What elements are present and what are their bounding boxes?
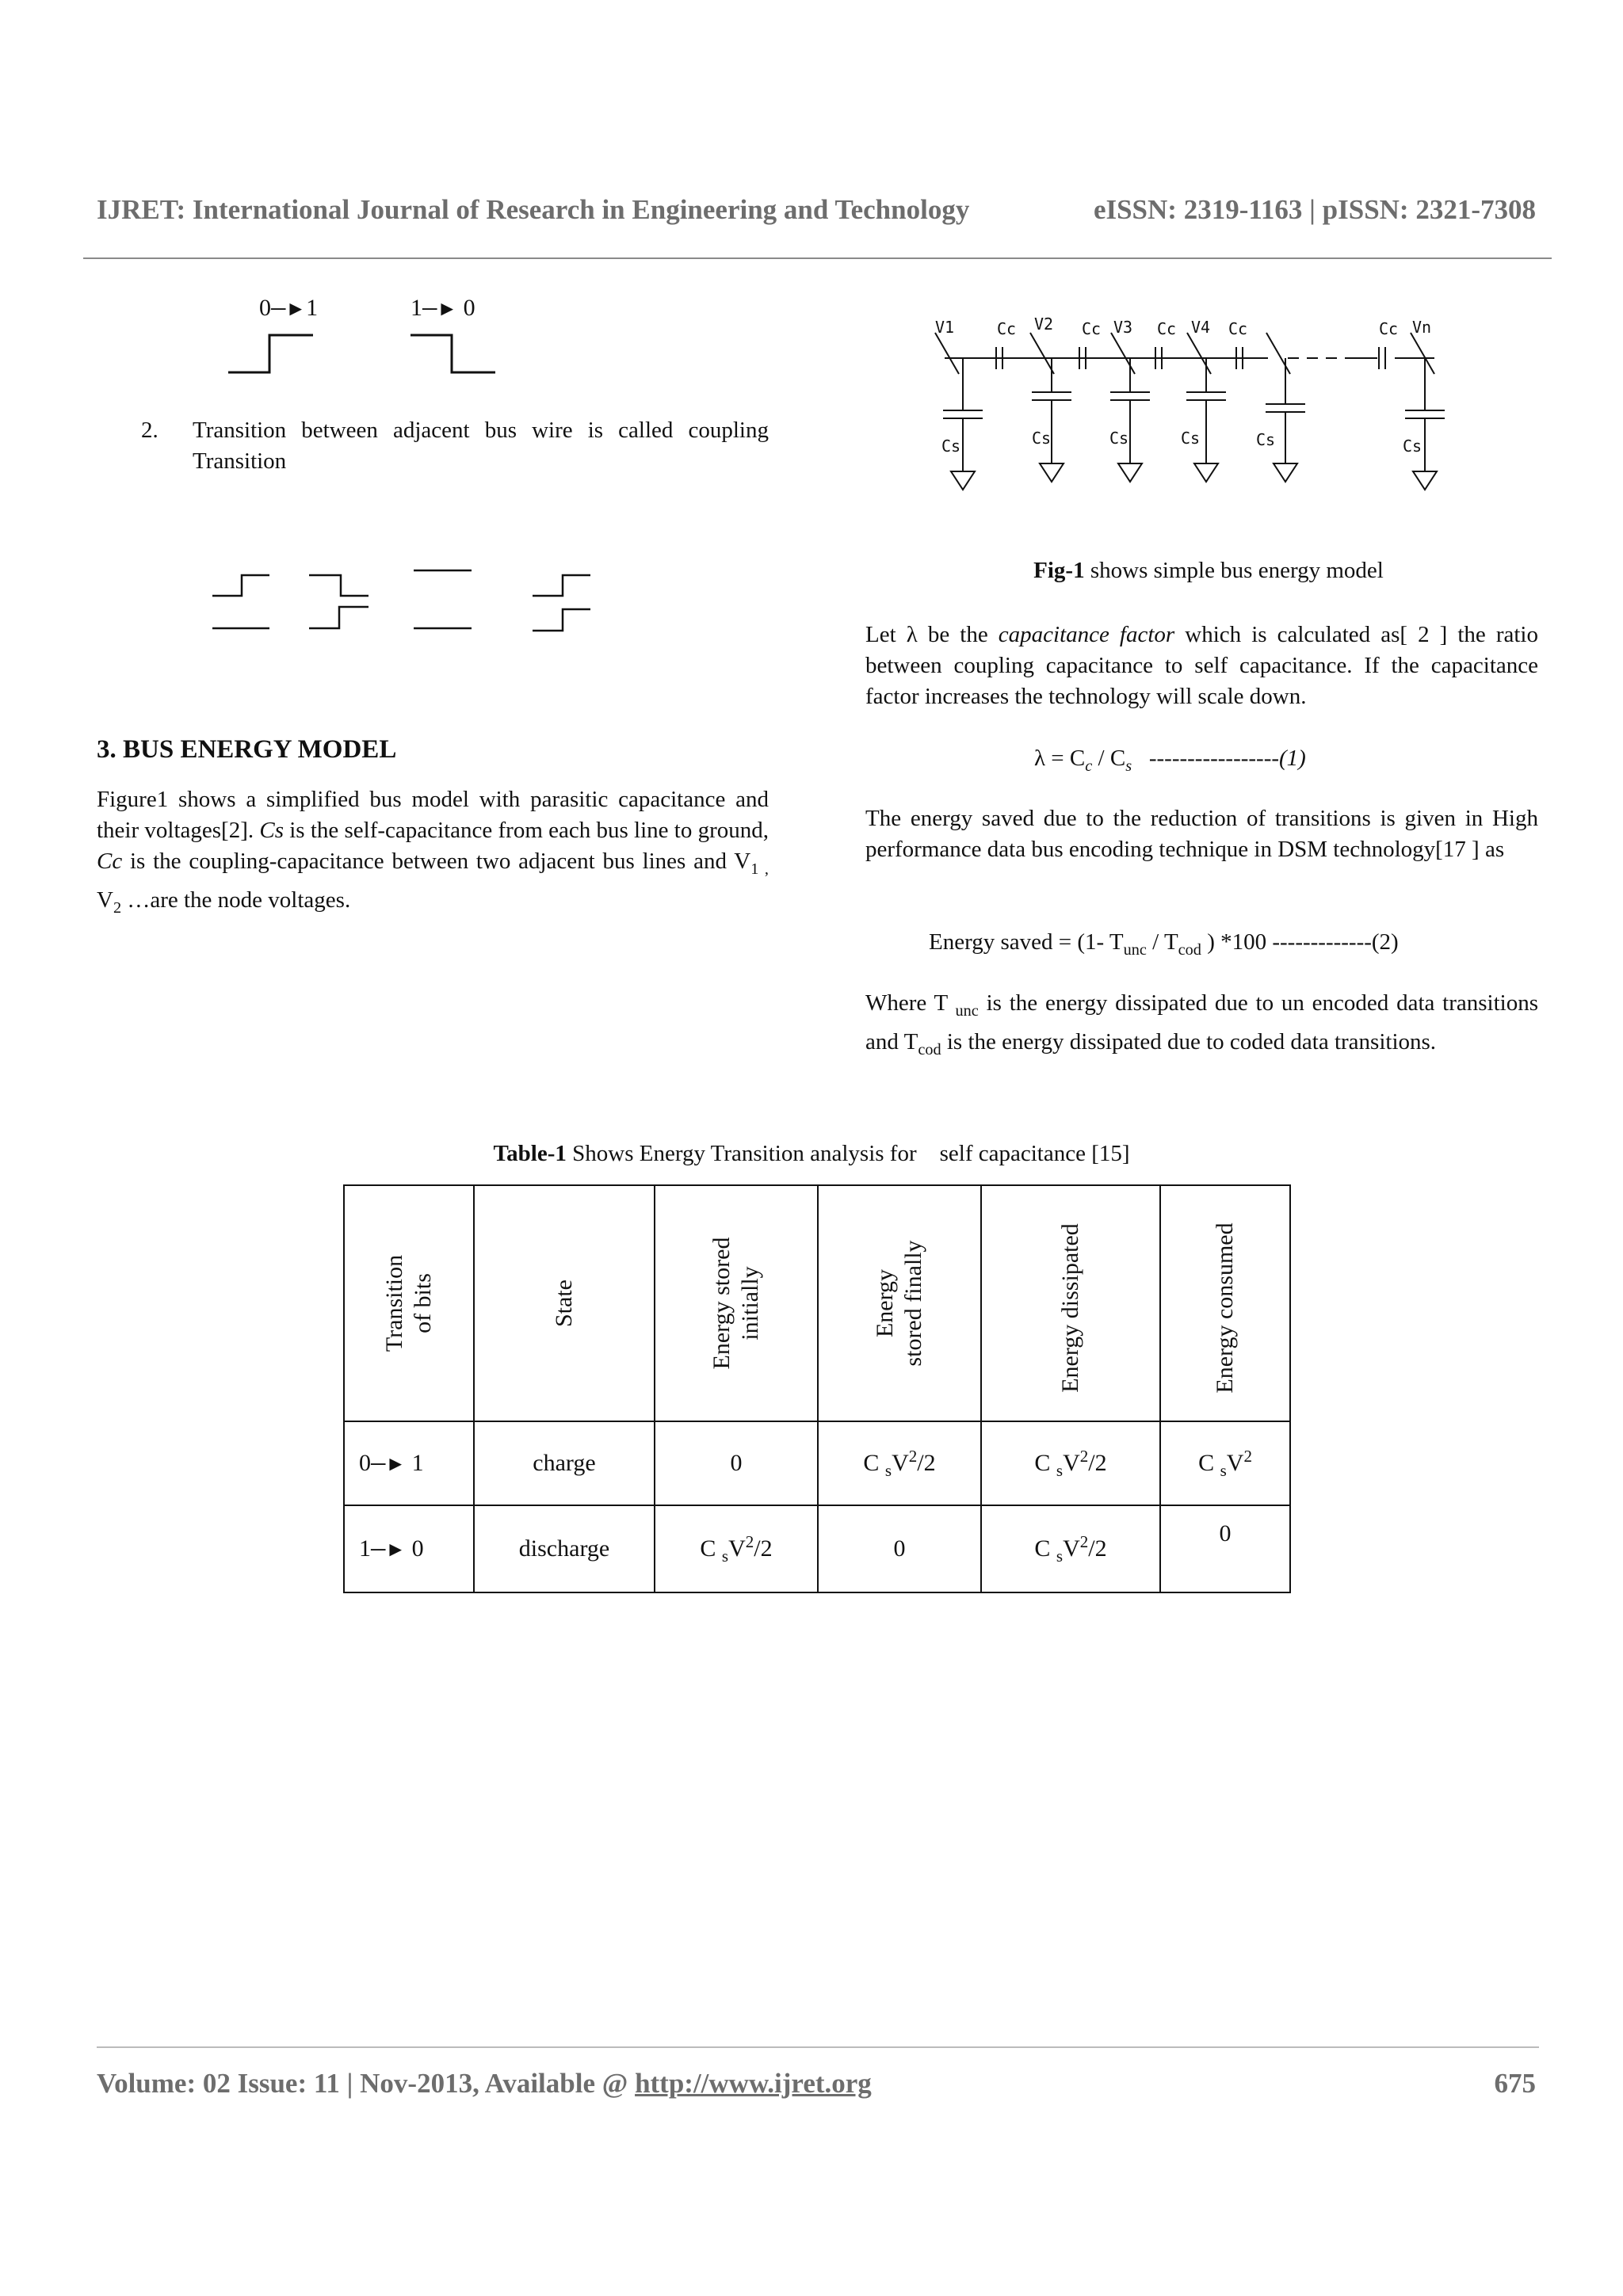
node-label-v1: V1 bbox=[935, 318, 955, 337]
subscript: s bbox=[1125, 757, 1132, 775]
lambda-paragraph bbox=[865, 620, 1538, 712]
cell-initial: 0 bbox=[655, 1421, 818, 1505]
eq-text: Energy saved = (1- T bbox=[929, 929, 1124, 955]
bus-model-paragraph bbox=[97, 784, 769, 924]
cs-term: Cs bbox=[259, 818, 284, 843]
para-text: is the coupling-capacitance between two adjacent bus lines and V bbox=[122, 849, 751, 874]
equation-2 bbox=[929, 927, 1399, 966]
page-number: 675 bbox=[1494, 2068, 1536, 2099]
para-text: Where T bbox=[865, 990, 956, 1016]
node-label-v2: V2 bbox=[1034, 315, 1054, 334]
equation-1 bbox=[1034, 743, 1306, 782]
where-paragraph bbox=[865, 988, 1538, 1066]
cell-state: charge bbox=[474, 1421, 655, 1505]
para-text: Figure1 shows a simplified bus model with parasitic capacitance and their voltages[2]. bbox=[97, 787, 769, 843]
rising-edge-waveform bbox=[228, 335, 313, 372]
cs-label-4: Cs bbox=[1181, 429, 1201, 448]
cell-initial: C $_sV^2/2$ bbox=[655, 1505, 818, 1592]
transition-1-0-label bbox=[411, 295, 475, 322]
transition-0-1-label bbox=[259, 295, 318, 322]
subscript: unc bbox=[955, 1001, 979, 1020]
cell-dissipated: C $_sV^2/2$ bbox=[981, 1421, 1160, 1505]
cc-label-5: Cc bbox=[1379, 319, 1399, 338]
para-text: which is calculated as[ 2 ] the ratio between coupling capacitance to self capacitance. If the capacitance factor increases the technology will scale down. bbox=[865, 622, 1538, 709]
cell-transition: 1─► 0 bbox=[344, 1505, 474, 1592]
volume-text: Volume: 02 Issue: 11 | Nov-2013, Available @ bbox=[97, 2068, 636, 2099]
figure-caption bbox=[865, 558, 1552, 584]
capacitance-factor-term: capacitance factor bbox=[998, 622, 1175, 647]
transition-to: 1 bbox=[306, 295, 319, 321]
cs-label-3: Cs bbox=[1109, 429, 1129, 448]
node-label-v3: V3 bbox=[1113, 318, 1133, 337]
subscript: cod bbox=[918, 1040, 941, 1058]
table-row bbox=[344, 1421, 1290, 1505]
subscript: 2 bbox=[113, 898, 122, 917]
header-transition: Transition of bits bbox=[344, 1185, 474, 1421]
header-rule bbox=[83, 257, 1552, 259]
list-item-2-text: Transition between adjacent bus wire is called coupling Transition bbox=[193, 418, 769, 474]
cell-transition: 0─► 1 bbox=[344, 1421, 474, 1505]
node-label-v4: V4 bbox=[1191, 318, 1211, 337]
table-caption bbox=[0, 1141, 1623, 1167]
transition-to: 0 bbox=[463, 295, 475, 321]
energy-saved-paragraph: The energy saved due to the reduction of transitions is given in High performance data bus encoding technique in DSM technology[17 ] as bbox=[865, 806, 1538, 862]
caption-label: Table-1 bbox=[493, 1141, 567, 1166]
journal-link[interactable]: http://www.ijret.org bbox=[635, 2068, 872, 2099]
eq-text: / T bbox=[1146, 929, 1178, 955]
subscript: cod bbox=[1178, 940, 1201, 959]
eq-text: -----------------(1) bbox=[1132, 746, 1306, 771]
list-item-2-number: 2. bbox=[141, 418, 158, 443]
footer-volume bbox=[97, 2068, 872, 2100]
caption-text: Shows Energy Transition analysis for self capacitance [15] bbox=[566, 1141, 1130, 1166]
header-energy-stored-finally: Energy stored finally bbox=[818, 1185, 981, 1421]
journal-title: IJRET: International Journal of Research in Engineering and Technology bbox=[97, 194, 970, 225]
para-text: is the energy dissipated due to un encoded data transitions and T bbox=[865, 990, 1538, 1055]
footer-rule bbox=[97, 2046, 1539, 2048]
transition-from: 1 bbox=[411, 295, 422, 321]
header-energy-dissipated: Energy dissipated bbox=[981, 1185, 1160, 1421]
cs-label-1: Cs bbox=[941, 437, 961, 456]
table-row bbox=[344, 1505, 1290, 1592]
cc-label-3: Cc bbox=[1157, 319, 1177, 338]
cell-consumed: C $_sV^2$ bbox=[1160, 1421, 1290, 1505]
cs-label-2: Cs bbox=[1032, 429, 1052, 448]
subscript: unc bbox=[1123, 940, 1147, 959]
cc-label-4: Cc bbox=[1228, 319, 1248, 338]
cc-term: Cc bbox=[97, 849, 123, 874]
energy-transition-table bbox=[343, 1184, 1291, 1593]
eq-text: ) *100 -------------(2) bbox=[1201, 929, 1399, 955]
para-text: Let λ be the bbox=[865, 622, 999, 647]
eq-text: / C bbox=[1092, 746, 1126, 771]
para-text: …are the node voltages. bbox=[121, 887, 351, 913]
cs-label-6: Cs bbox=[1403, 437, 1423, 456]
cell-final: 0 bbox=[818, 1505, 981, 1592]
transition-from: 0 bbox=[259, 295, 271, 321]
subscript: c bbox=[1085, 757, 1093, 775]
cc-label-1: Cc bbox=[997, 319, 1017, 338]
bus-energy-model-diagram bbox=[927, 309, 1482, 507]
self-transition-waveforms bbox=[222, 329, 507, 376]
para-text: is the energy dissipated due to coded data transitions. bbox=[941, 1028, 1437, 1055]
cell-dissipated: C $_sV^2/2$ bbox=[981, 1505, 1160, 1592]
falling-edge-waveform bbox=[411, 335, 495, 372]
cc-label-2: Cc bbox=[1082, 319, 1102, 338]
right-arrow-icon: ─► bbox=[271, 297, 307, 320]
right-arrow-icon: ─► bbox=[371, 1538, 407, 1561]
header-state: State bbox=[474, 1185, 655, 1421]
issn-info: eISSN: 2319-1163 | pISSN: 2321-7308 bbox=[1093, 194, 1536, 225]
caption-text: shows simple bus energy model bbox=[1084, 558, 1384, 583]
right-arrow-icon: ─► bbox=[422, 297, 458, 320]
coupling-transition-waveforms bbox=[206, 555, 602, 642]
eq-text: λ = C bbox=[1034, 746, 1086, 771]
header-energy-stored-initially: Energy stored initially bbox=[655, 1185, 818, 1421]
cell-consumed: 0 bbox=[1160, 1505, 1290, 1592]
para-text: V bbox=[97, 887, 113, 913]
cell-final: C $_sV^2/2$ bbox=[818, 1421, 981, 1505]
right-arrow-icon: ─► bbox=[371, 1452, 407, 1475]
table-header-row bbox=[344, 1185, 1290, 1421]
caption-label: Fig-1 bbox=[1033, 558, 1085, 583]
para-text: is the self-capacitance from each bus line to ground, bbox=[284, 818, 769, 843]
cell-state: discharge bbox=[474, 1505, 655, 1592]
header-energy-consumed: Energy consumed bbox=[1160, 1185, 1290, 1421]
cs-label-5: Cs bbox=[1256, 430, 1276, 449]
subscript: 1 , bbox=[750, 860, 769, 878]
section-title: 3. BUS ENERGY MODEL bbox=[97, 735, 397, 764]
node-label-vn: Vn bbox=[1412, 318, 1432, 337]
